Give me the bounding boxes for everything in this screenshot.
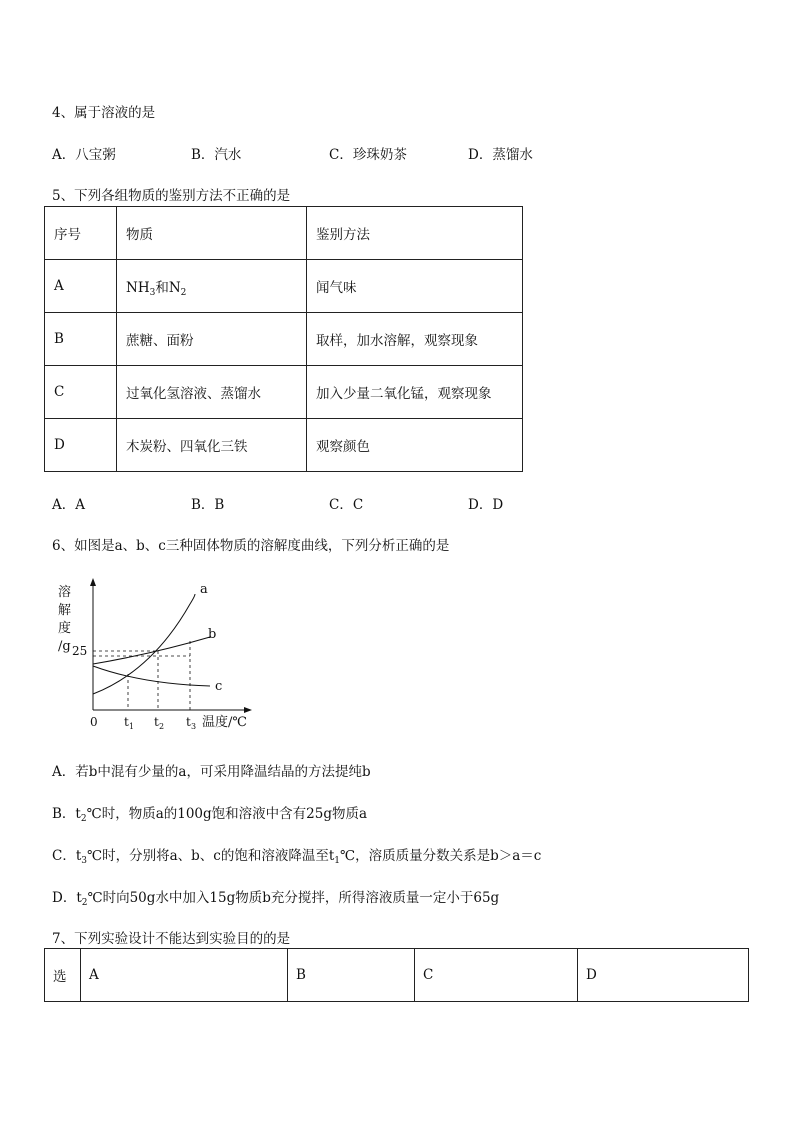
table-header-row xyxy=(45,949,749,1002)
table-row xyxy=(45,260,523,313)
q7-table xyxy=(44,948,749,1002)
q4-option-c: C．珍珠奶茶 xyxy=(329,147,407,163)
x-tick-t1: t xyxy=(124,715,129,729)
solubility-chart xyxy=(52,576,262,736)
q6-option-a: A．若b中混有少量的a，可采用降温结晶的方法提纯b xyxy=(52,764,371,780)
row-method: 取样，加水溶解，观察现象 xyxy=(307,313,523,366)
header-cell-substance: 物质 xyxy=(117,207,307,260)
row-substance: 蔗糖、面粉 xyxy=(117,313,307,366)
x-tick-t2: t xyxy=(154,715,159,729)
q7-cell-d: D xyxy=(578,949,749,1002)
x-axis-arrow xyxy=(244,707,252,713)
q5-stem: 5、下列各组物质的鉴别方法不正确的是 xyxy=(52,188,291,204)
header-cell-id: 序号 xyxy=(45,207,117,260)
x-tick-t3-sub: 3 xyxy=(191,722,197,731)
row-id: D xyxy=(45,419,117,472)
table-row xyxy=(45,313,523,366)
header-cell-method: 鉴别方法 xyxy=(307,207,523,260)
q5-option-b: B．B xyxy=(191,497,225,513)
x-tick-t3: t xyxy=(186,715,191,729)
table-row xyxy=(45,366,523,419)
row-substance: $NH_3$和$N_2$ xyxy=(117,260,307,313)
q4-option-a: A．八宝粥 xyxy=(52,147,116,163)
curve-b xyxy=(93,637,210,664)
q7-cell-b: B xyxy=(288,949,415,1002)
row-substance: 木炭粉、四氧化三铁 xyxy=(117,419,307,472)
row-method: 加入少量二氧化锰，观察现象 xyxy=(307,366,523,419)
x-tick-t1-sub: 1 xyxy=(129,722,135,731)
curve-label-c: c xyxy=(215,679,223,694)
curve-label-b: b xyxy=(208,627,217,642)
ylabel-char-2: 解 xyxy=(58,603,72,618)
row-substance: 过氧化氢溶液、蒸馏水 xyxy=(117,366,307,419)
y-axis-arrow xyxy=(90,578,96,586)
ylabel-char-4: /g xyxy=(58,639,71,654)
curve-c xyxy=(93,666,210,686)
curve-a xyxy=(93,594,195,694)
table-row xyxy=(45,419,523,472)
q5-option-a: A．A xyxy=(52,497,85,513)
q7-cell-a: A xyxy=(81,949,288,1002)
table-header-row xyxy=(45,207,523,260)
q5-option-c: C．C xyxy=(329,497,364,513)
q6-option-b: B．$t_2℃$时，物质a的100g饱和溶液中含有25g物质a xyxy=(52,806,368,824)
q4-option-d: D．蒸馏水 xyxy=(468,147,533,163)
q6-option-c: C．$t_3℃$时，分别将a、b、c的饱和溶液降温至$t_1℃$，溶质质量分数关系是b＞a＝c xyxy=(52,848,542,866)
q6-stem: 6、如图是a、b、c三种固体物质的溶解度曲线，下列分析正确的是 xyxy=(52,538,450,554)
row-id: C xyxy=(45,366,117,419)
origin-label: 0 xyxy=(90,715,98,729)
curve-label-a: a xyxy=(200,582,208,597)
ylabel-char-3: 度 xyxy=(58,621,72,636)
y-tick-25: 25 xyxy=(72,644,88,658)
q5-option-d: D．D xyxy=(468,497,504,513)
row-method: 闻气味 xyxy=(307,260,523,313)
q6-option-d: D．$t_2℃$时向50g水中加入15g物质b充分搅拌，所得溶液质量一定小于65g xyxy=(52,890,500,908)
q7-cell-c: C xyxy=(415,949,578,1002)
x-axis-label: 温度/℃ xyxy=(202,715,247,730)
q7-cell-select: 选 xyxy=(45,949,81,1002)
row-method: 观察颜色 xyxy=(307,419,523,472)
x-tick-t2-sub: 2 xyxy=(159,722,165,731)
q4-stem: 4、属于溶液的是 xyxy=(52,105,156,121)
q7-stem: 7、下列实验设计不能达到实验目的的是 xyxy=(52,931,291,947)
row-id: B xyxy=(45,313,117,366)
row-id: A xyxy=(45,260,117,313)
q4-option-b: B．汽水 xyxy=(191,147,242,163)
q5-table xyxy=(44,206,523,472)
ylabel-char-1: 溶 xyxy=(58,585,72,600)
